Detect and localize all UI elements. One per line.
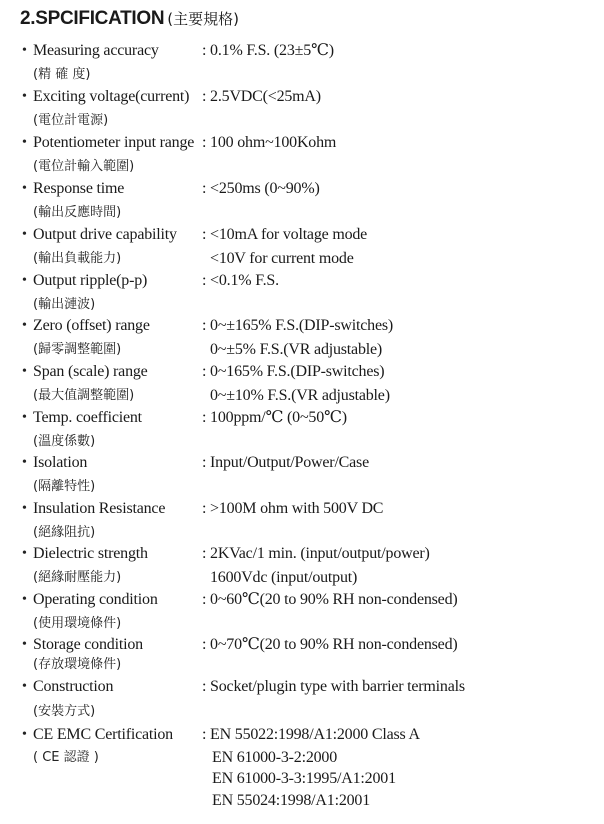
spec-value-continued: EN 61000-3-3:1995/A1:2001 [212, 770, 396, 787]
spec-label-chinese: (絕緣耐壓能力) [33, 570, 122, 585]
spec-value: : 100ppm/℃ (0~50℃) [202, 409, 347, 426]
spec-value: : 0~165% F.S.(DIP-switches) [202, 363, 385, 380]
spec-label: Insulation Resistance [33, 500, 166, 517]
spec-label-chinese: (絕緣阻抗) [33, 525, 96, 540]
spec-label-chinese: (隔離特性) [33, 479, 96, 494]
spec-value: : 0~60℃(20 to 90% RH non-condensed) [202, 591, 458, 608]
spec-label: Construction [33, 678, 114, 695]
spec-label: Isolation [33, 454, 88, 471]
spec-label-chinese: (精 確 度) [33, 67, 91, 82]
spec-label-chinese: (存放環境條件) [33, 657, 122, 672]
spec-label: Zero (offset) range [33, 317, 150, 334]
spec-label: Measuring accuracy [33, 42, 159, 59]
spec-label-chinese: (最大值調整範圍) [33, 388, 135, 403]
spec-label: Dielectric strength [33, 545, 148, 562]
spec-label-chinese: (電位計輸入範圍) [33, 159, 135, 174]
bullet-icon: • [22, 227, 27, 242]
spec-value: : >100M ohm with 500V DC [202, 500, 384, 517]
spec-label: Storage condition [33, 636, 143, 653]
bullet-icon: • [22, 727, 27, 742]
section-title: 2.SPCIFICATION [20, 8, 165, 29]
bullet-icon: • [22, 135, 27, 150]
spec-value: : 0~70℃(20 to 90% RH non-condensed) [202, 636, 458, 653]
spec-value: : <0.1% F.S. [202, 272, 279, 289]
spec-label-chinese: (使用環境條件) [33, 616, 122, 631]
bullet-icon: • [22, 181, 27, 196]
spec-label: CE EMC Certification [33, 726, 173, 743]
bullet-icon: • [22, 501, 27, 516]
spec-value: : <10mA for voltage mode [202, 226, 368, 243]
spec-label: Exciting voltage(current) [33, 88, 190, 105]
spec-value: : 2KVac/1 min. (input/output/power) [202, 545, 430, 562]
spec-label-chinese: (輸出漣波) [33, 297, 96, 312]
spec-value-continued: 0~±5% F.S.(VR adjustable) [210, 341, 383, 358]
spec-value-continued: EN 61000-3-2:2000 [212, 749, 338, 766]
section-title-chinese: (主要規格) [167, 10, 240, 28]
bullet-icon: • [22, 89, 27, 104]
spec-label: Span (scale) range [33, 363, 148, 380]
spec-value-continued: <10V for current mode [210, 250, 354, 267]
bullet-icon: • [22, 364, 27, 379]
spec-label-chinese: (安裝方式) [33, 704, 96, 719]
bullet-icon: • [22, 637, 27, 652]
bullet-icon: • [22, 455, 27, 470]
bullet-icon: • [22, 43, 27, 58]
spec-label: Response time [33, 180, 125, 197]
spec-value: : Socket/plugin type with barrier terminals [202, 678, 465, 695]
bullet-icon: • [22, 592, 27, 607]
spec-label-chinese: ( CE 認證 ) [33, 750, 99, 765]
bullet-icon: • [22, 679, 27, 694]
spec-value: : 0~±165% F.S.(DIP-switches) [202, 317, 393, 334]
spec-value: : 0.1% F.S. (23±5℃) [202, 42, 334, 59]
spec-value: : EN 55022:1998/A1:2000 Class A [202, 726, 420, 743]
spec-value: : Input/Output/Power/Case [202, 454, 369, 471]
spec-value-continued: EN 55024:1998/A1:2001 [212, 792, 371, 809]
bullet-icon: • [22, 546, 27, 561]
section-heading [20, 8, 239, 30]
spec-value-continued: 1600Vdc (input/output) [210, 569, 358, 586]
spec-value-continued: 0~±10% F.S.(VR adjustable) [210, 387, 390, 404]
spec-label-chinese: (輸出負載能力) [33, 251, 122, 266]
bullet-icon: • [22, 318, 27, 333]
spec-label-chinese: (電位計電源) [33, 113, 109, 128]
spec-label-chinese: (輸出反應時間) [33, 205, 122, 220]
spec-value: : 100 ohm~100Kohm [202, 134, 337, 151]
spec-label: Output drive capability [33, 226, 177, 243]
spec-label: Temp. coefficient [33, 409, 142, 426]
bullet-icon: • [22, 273, 27, 288]
spec-label: Operating condition [33, 591, 158, 608]
spec-value: : <250ms (0~90%) [202, 180, 320, 197]
spec-label: Potentiometer input range [33, 134, 195, 151]
spec-value: : 2.5VDC(<25mA) [202, 88, 321, 105]
spec-label: Output ripple(p-p) [33, 272, 148, 289]
spec-label-chinese: (歸零調整範圍) [33, 342, 122, 357]
bullet-icon: • [22, 410, 27, 425]
spec-label-chinese: (溫度係數) [33, 434, 96, 449]
